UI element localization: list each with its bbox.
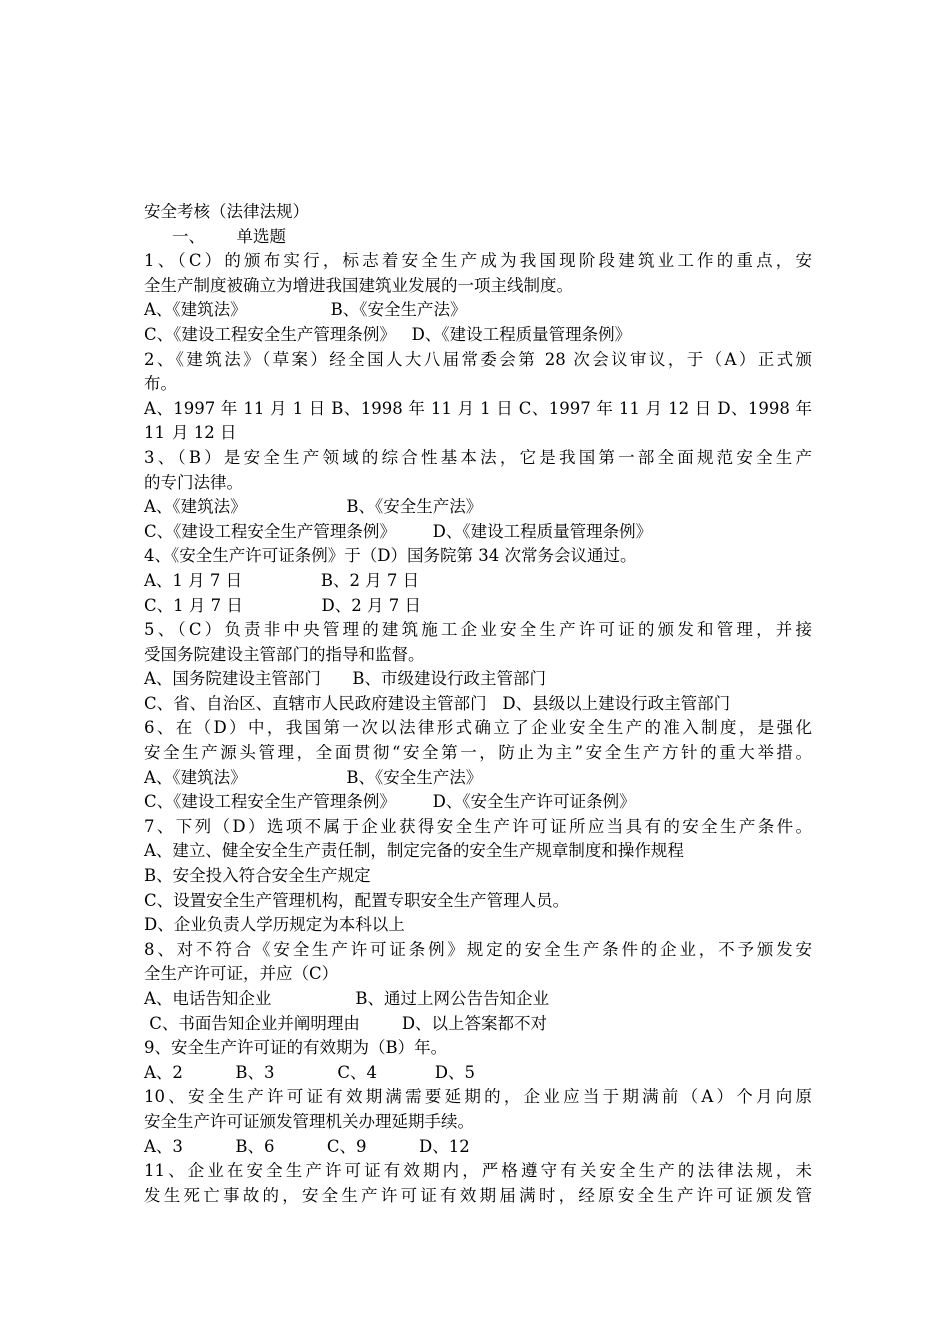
text-line: 全生产制度被确立为增进我国建筑业发展的一项主线制度。 xyxy=(144,275,573,295)
text-line: 5、（C）负责非中央管理的建筑施工企业安全生产许可证的颁发和管理，并接 xyxy=(144,620,812,640)
text-line: 的专门法律。 xyxy=(144,472,243,492)
document-body xyxy=(144,200,812,1208)
text-line: 6、在（D）中，我国第一次以法律形式确立了企业安全生产的准入制度，是强化 xyxy=(144,718,812,738)
text-line: 安全生产许可证颁发管理机关办理延期手续。 xyxy=(144,1111,474,1131)
text-line: 月 12 日 xyxy=(172,423,237,443)
text-line: A、《建筑法》 B、《安全生产法》 xyxy=(144,497,483,517)
text-line: 全生产许可证，并应（C） xyxy=(144,964,339,984)
text-line: 1、（C）的颁布实行，标志着安全生产成为我国现阶段建筑业工作的重点，安 xyxy=(144,251,812,271)
text-line: 7、下列（D）选项不属于企业获得安全生产许可证所应当具有的安全生产条件。 xyxy=(144,816,812,836)
text-line: 3、（B）是安全生产领域的综合性基本法，它是我国第一部全面规范安全生产 xyxy=(144,447,812,467)
text-line: C、《建设工程安全生产管理条例》 D、《建设工程质量管理条例》 xyxy=(144,324,632,344)
text-line: 2、《建筑法》（草案）经全国人大八届常委会第 28 次会议审议，于（A）正式颁 xyxy=(144,349,812,369)
text-line: B、安全投入符合安全生产规定 xyxy=(144,866,371,886)
text-line: 11、企业在安全生产许可证有效期内，严格遵守有关安全生产的法律法规，未 xyxy=(144,1161,812,1181)
text-line: 4、《安全生产许可证条例》于（D）国务院第 34 次常务会议通过。 xyxy=(144,546,637,566)
text-line: C、《建设工程安全生产管理条例》 D、《建设工程质量管理条例》 xyxy=(144,521,653,541)
text-line: 9、安全生产许可证的有效期为（B）年。 xyxy=(144,1038,448,1058)
question-list xyxy=(144,249,812,1208)
text-line: D、企业负责人学历规定为本科以上 xyxy=(144,915,405,935)
text-line: 发生死亡事故的，安全生产许可证有效期届满时，经原安全生产许可证颁发管 xyxy=(144,1185,812,1205)
text-line: A、《建筑法》 B、《安全生产法》 xyxy=(144,300,467,320)
text-line: 布。 xyxy=(144,374,177,394)
text-line: C、设置安全生产管理机构，配置专职安全生产管理人员。 xyxy=(144,890,570,910)
text-line: C、省、自治区、直辖市人民政府建设主管部门 D、县级以上建设行政主管部门 xyxy=(144,693,731,713)
text-line: A、2 B、3 C、4 D、5 xyxy=(144,1062,475,1082)
text-line: 8、对不符合《安全生产许可证条例》规定的安全生产条件的企业，不予颁发安 xyxy=(144,939,812,959)
document-title: 安全考核（法律法规） xyxy=(144,202,309,221)
text-line: A、《建筑法》 B、《安全生产法》 xyxy=(144,767,483,787)
text-line: C、1 月 7 日 D、2 月 7 日 xyxy=(144,595,421,615)
text-line: C、《建设工程安全生产管理条例》 D、《安全生产许可证条例》 xyxy=(144,792,636,812)
text-line: 受国务院建设主管部门的指导和监督。 xyxy=(144,644,425,664)
text-line: A、1997 年 11 月 1 日 B、1998 年 11 月 1 日 C、1997 年 11 月 12 日 D、1998 年 11 xyxy=(144,398,812,443)
text-line: A、1 月 7 日 B、2 月 7 日 xyxy=(144,570,420,590)
text-line: A、3 B、6 C、9 D、12 xyxy=(144,1136,470,1156)
text-line: 安全生产源头管理，全面贯彻“安全第一，防止为主”安全生产方针的重大举措。 xyxy=(144,743,812,763)
text-line: A、建立、健全安全生产责任制，制定完备的安全生产规章制度和操作规程 xyxy=(144,841,684,861)
text-line: 10、安全生产许可证有效期满需要延期的，企业应当于期满前（A）个月向原 xyxy=(144,1087,812,1107)
text-line: A、电话告知企业 B、通过上网公告告知企业 xyxy=(144,989,549,1008)
text-line: A、国务院建设主管部门 B、市级建设行政主管部门 xyxy=(144,669,547,689)
text-line: C、书面告知企业并阐明理由 D、以上答案都不对 xyxy=(144,1013,548,1033)
section-heading: 一、 单选题 xyxy=(172,226,286,246)
